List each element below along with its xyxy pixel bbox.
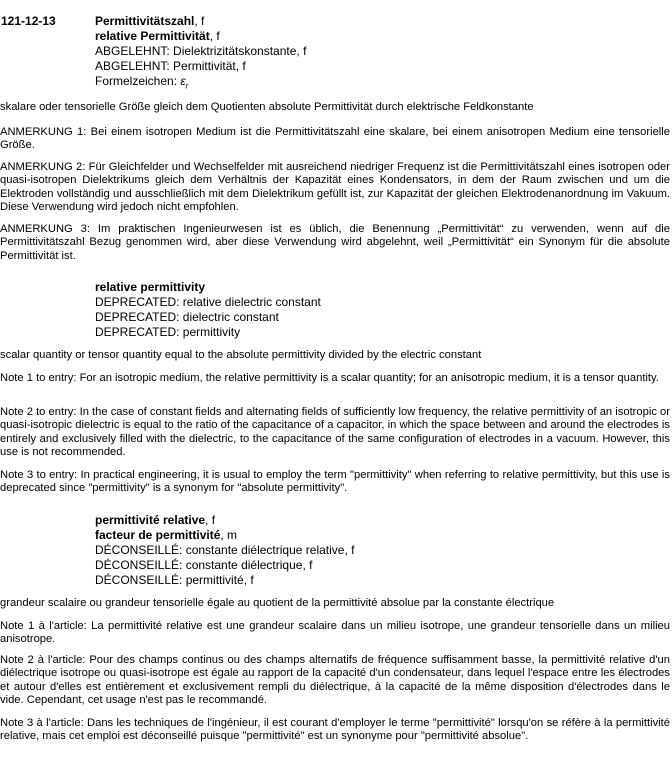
german-note-3: ANMERKUNG 3: Im praktischen Ingenieurwesen ist es üblich, die Benennung „Permittivität“ zu verwenden, wenn auf die Permittivitätszahl Bezug genommen wird, aber diese Verwendung wird abgelehnt, weil „Permittivität“ ein Synonym für die absolute Permittivität ist. (0, 223, 670, 262)
english-deprecated-term-1: DEPRECATED: relative dielectric constant (95, 295, 321, 309)
german-preferred-term-1: Permittivitätszahl (95, 14, 195, 28)
french-deprecated-term-1: DÉCONSEILLÉ: constante diélectrique relative, f (95, 543, 355, 557)
french-term-block (95, 513, 354, 588)
french-term-1-gender: , f (205, 513, 216, 527)
german-deprecated-term-2: ABGELEHNT: Permittivität, f (95, 59, 246, 73)
french-note-2: Note 2 à l'article: Pour des champs continus ou des champs alternatifs de fréquence suffisamment basse, la permittivité relative d'un diélectrique isotrope ou quasi-isotrope est égale au rapport de la capacité d'un condensateur, dans lequel l'espace entre les électrodes et autour d'elles est entièrement et exclusivement rempli du diélectrique, à la capacité de la même disposition d'électrodes dans le vide. Cependant, cet usage n'est pas le recommandé. (0, 654, 670, 706)
english-note-1: Note 1 to entry: For an isotropic medium, the relative permittivity is a scalar quantity; for an anisotropic medium, it is a tensor quantity. (0, 372, 659, 384)
french-deprecated-term-2: DÉCONSEILLÉ: constante diélectrique, f (95, 558, 313, 572)
french-preferred-term-1: permittivité relative (95, 513, 206, 527)
french-term-2-gender: , m (220, 528, 238, 542)
french-note-3: Note 3 à l'article: Dans les techniques de l'ingénieur, il est courant d'employer le terme "permittivité" lorsqu'on se réfère à la permittivité relative, mais cet emploi est déconseillé puisque "permittivité" est un synonyme pour "permittivité absolue". (0, 717, 670, 743)
german-term-1-gender: , f (194, 14, 205, 28)
english-term-block (95, 280, 321, 340)
german-symbol-line (95, 74, 306, 93)
german-symbol-label: Formelzeichen: (95, 74, 181, 88)
english-note-3: Note 3 to entry: In practical engineering, it is usual to employ the term "permittivity" when referring to relative permittivity, but this use is deprecated since "permittivity" is a synonym for "absolute permittivity". (0, 469, 670, 495)
entry-number: 121-12-13 (1, 14, 56, 28)
french-note-1: Note 1 à l'article: La permittivité relative est une grandeur scalaire dans un milieu isotrope, une grandeur tensorielle dans un milieu anisotrope. (0, 620, 670, 646)
german-note-2: ANMERKUNG 2: Für Gleichfelder und Wechselfelder mit ausreichend niedriger Frequenz ist die Permittivitätszahl eines isotropen oder quasi-isotropen Dielektrikums gleich dem Verhältnis der Kapazität eines Kondensators, in dem der Raum zwischen und um die Elektroden vollständig und ausschließlich mit dem Dielektrikum gefüllt ist, zur Kapazität der gleichen Elektrodenanordnung im Vakuum. Diese Verwendung wird jedoch nicht empfohlen. (0, 161, 670, 213)
german-deprecated-term-1: ABGELEHNT: Dielektrizitätskonstante, f (95, 44, 307, 58)
german-preferred-term-2: relative Permittivität (95, 29, 210, 43)
english-preferred-term: relative permittivity (95, 280, 206, 294)
german-symbol: $\varepsilon_r$ (180, 74, 189, 91)
german-term-2-gender: , f (209, 29, 220, 43)
german-definition: skalare oder tensorielle Größe gleich dem Quotienten absolute Permittivität durch elektrische Feldkonstante (0, 101, 534, 113)
french-deprecated-term-3: DÉCONSEILLÉ: permittivité, f (95, 573, 254, 587)
english-deprecated-term-2: DEPRECATED: dielectric constant (95, 310, 279, 324)
french-definition: grandeur scalaire ou grandeur tensorielle égale au quotient de la permittivité absolue par la constante électrique (0, 597, 555, 609)
german-note-1: ANMERKUNG 1: Bei einem isotropen Medium ist die Permittivitätszahl eine skalare, bei einem anisotropen Medium eine tensorielle Größe. (0, 126, 670, 152)
french-preferred-term-2: facteur de permittivité (95, 528, 221, 542)
english-deprecated-term-3: DEPRECATED: permittivity (95, 325, 241, 339)
german-term-block (95, 14, 306, 93)
english-note-2: Note 2 to entry: In the case of constant fields and alternating fields of sufficiently low frequency, the relative permittivity of an isotropic or quasi-isotropic dielectric is equal to the ratio of the capacitance of a capacitor, in which the space between and around the electrodes is entirely and exclusively filled with the dielectric, to the capacitance of the same configuration of electrodes in a vacuum. However, this use is not recommended. (0, 406, 670, 458)
english-definition: scalar quantity or tensor quantity equal to the absolute permittivity divided by the electric constant (0, 349, 482, 361)
